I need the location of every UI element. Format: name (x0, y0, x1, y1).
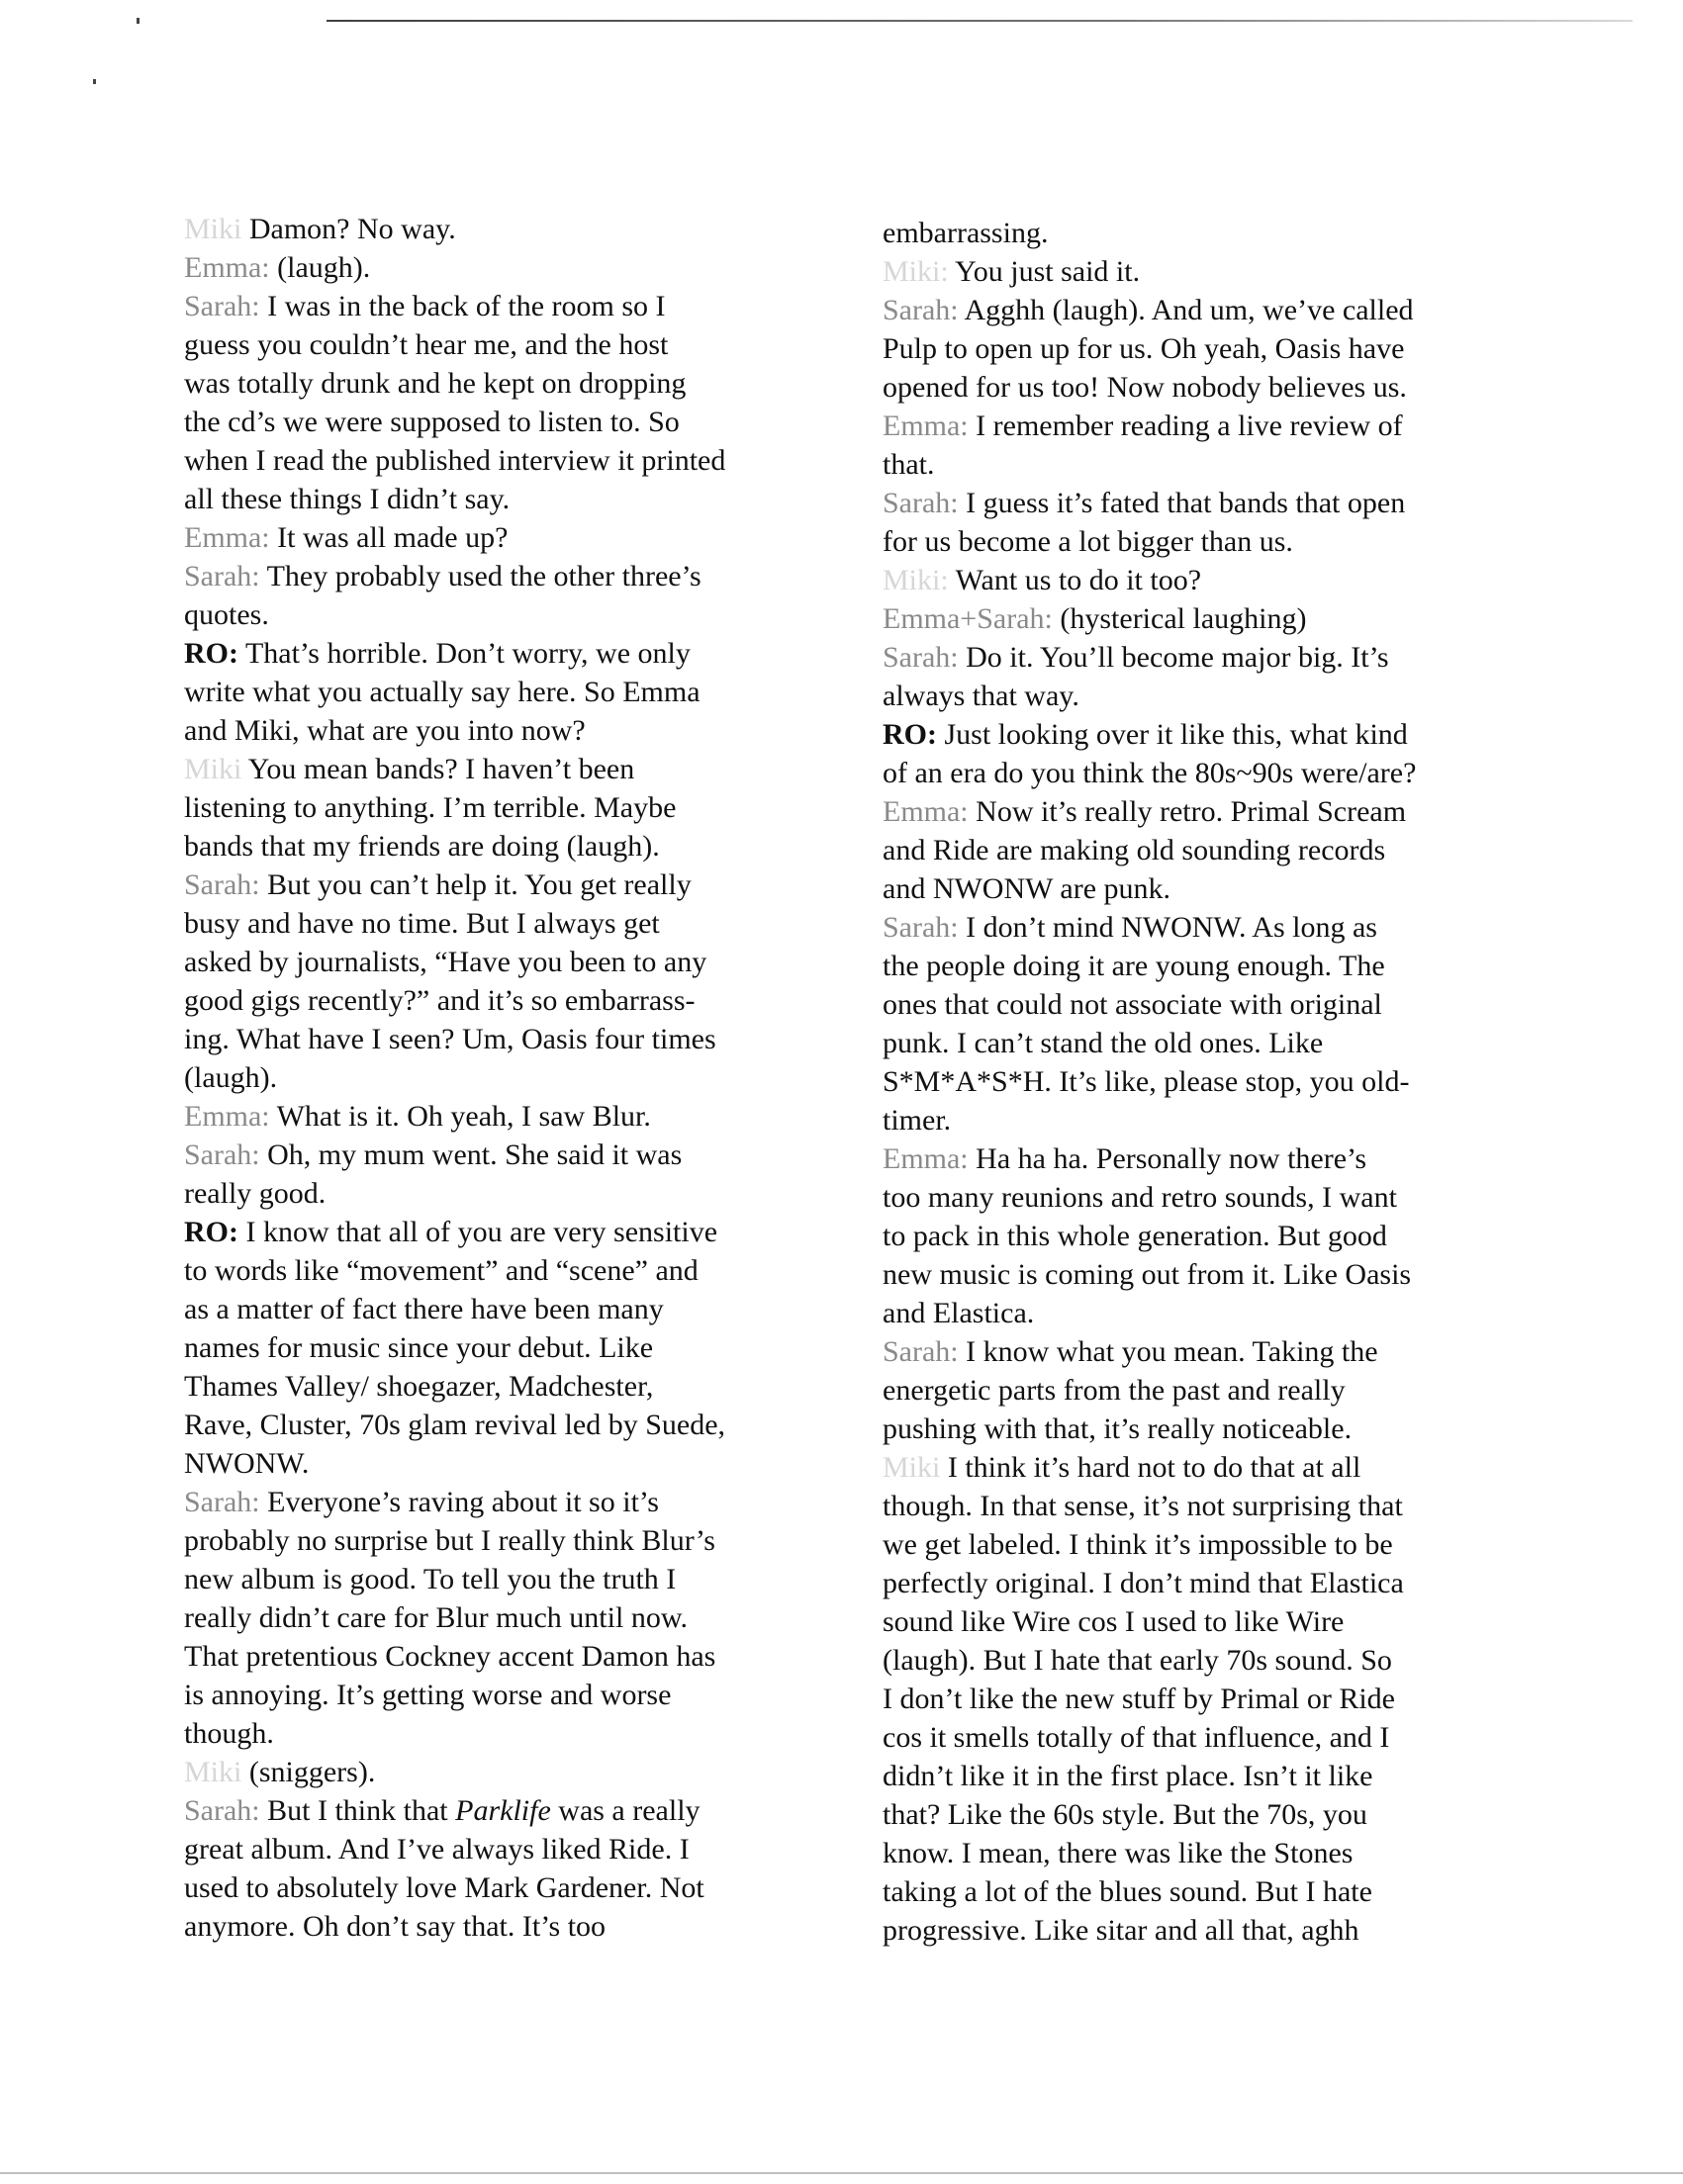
transcript-line (883, 329, 1506, 368)
speech-text: Rave, Cluster, 70s glam revival led by Suede, (184, 1409, 726, 1441)
transcript-line (883, 1872, 1506, 1911)
speech-text: opened for us too! Now nobody believes us. (883, 371, 1407, 404)
transcript-line (184, 287, 797, 325)
speech-text: You just said it. (948, 255, 1141, 288)
speech-text: timer. (883, 1104, 952, 1137)
speech-text: and Elastica. (883, 1297, 1035, 1329)
transcript-line (184, 788, 797, 827)
speaker-label: Sarah: (184, 868, 260, 901)
speaker-label: Miki (883, 1451, 941, 1484)
speaker-label: RO: (184, 1216, 238, 1248)
speech-text: I was in the back of the room so I (259, 290, 666, 322)
speaker-label: Miki (184, 213, 242, 245)
transcript-line (883, 831, 1506, 869)
speech-text: They probably used the other three’s (259, 560, 701, 592)
speaker-label: RO: (184, 637, 238, 670)
transcript-line (184, 480, 797, 518)
transcript-line (883, 214, 1506, 252)
speech-text: Pulp to open up for us. Oh yeah, Oasis have (883, 332, 1405, 365)
speech-text: to words like “movement” and “scene” and (184, 1254, 699, 1287)
transcript-line (883, 1834, 1506, 1872)
speech-text: You mean bands? I haven’t been (241, 753, 635, 785)
transcript-line (883, 869, 1506, 908)
transcript-line (184, 1637, 797, 1676)
transcript-line (883, 947, 1506, 985)
transcript-line (184, 1868, 797, 1907)
transcript-line (883, 1062, 1506, 1101)
speaker-label: Sarah: (883, 911, 959, 944)
speech-text: NWONW. (184, 1447, 310, 1480)
transcript-line (184, 1020, 797, 1058)
transcript-line (184, 1328, 797, 1367)
transcript-line (184, 1521, 797, 1560)
speech-text: the people doing it are young enough. The (883, 950, 1385, 982)
speech-text: punk. I can’t stand the old ones. Like (883, 1027, 1324, 1059)
transcript-line (883, 1371, 1506, 1410)
transcript-column-right (883, 214, 1506, 1950)
transcript-line (883, 1757, 1506, 1795)
speech-text: Damon? No way. (241, 213, 456, 245)
speech-text: Want us to do it too? (948, 564, 1202, 596)
speaker-label: Emma: (883, 795, 969, 828)
speech-text: for us become a lot bigger than us. (883, 525, 1293, 558)
speech-text: Ha ha ha. Personally now there’s (968, 1142, 1367, 1175)
speaker-label: Emma: (883, 1142, 969, 1175)
transcript-line (883, 1487, 1506, 1525)
speech-text: (laugh). But I hate that early 70s sound. So (883, 1644, 1392, 1677)
transcript-line (883, 484, 1506, 522)
speaker-label: Sarah: (883, 1335, 959, 1368)
speech-text: I don’t like the new stuff by Primal or Ride (883, 1683, 1395, 1715)
speech-text: all these things I didn’t say. (184, 483, 511, 515)
speech-text: anymore. Oh don’t say that. It’s too (184, 1910, 607, 1943)
transcript-line (883, 1680, 1506, 1718)
speech-text: asked by journalists, “Have you been to any (184, 946, 707, 978)
speech-text: good gigs recently?” and it’s so embarrass- (184, 984, 696, 1017)
transcript-line (184, 518, 797, 557)
speech-text: sound like Wire cos I used to like Wire (883, 1605, 1345, 1638)
speech-text: really good. (184, 1177, 327, 1210)
speaker-label: Miki (184, 1756, 242, 1788)
speech-text: I remember reading a live review of (968, 410, 1403, 442)
transcript-line (883, 1217, 1506, 1255)
transcript-line (184, 1213, 797, 1251)
speech-text: It was all made up? (269, 521, 509, 554)
speech-text: used to absolutely love Mark Gardener. Not (184, 1871, 704, 1904)
transcript-line (883, 1294, 1506, 1332)
transcript-line (184, 865, 797, 904)
transcript-line (883, 407, 1506, 445)
transcript-line (883, 1410, 1506, 1448)
transcript-line (883, 368, 1506, 407)
speech-text: didn’t like it in the first place. Isn’t it like (883, 1760, 1373, 1792)
speaker-label: Miki: (883, 564, 949, 596)
transcript-line (883, 1718, 1506, 1757)
transcript-line (184, 1058, 797, 1097)
transcript-line (184, 1251, 797, 1290)
speech-text: (laugh). (184, 1061, 278, 1094)
speech-text: I know that all of you are very sensitive (238, 1216, 718, 1248)
speaker-label: RO: (883, 718, 937, 751)
transcript-line (883, 1024, 1506, 1062)
speech-text: That pretentious Cockney accent Damon has (184, 1640, 716, 1673)
transcript-line (883, 561, 1506, 599)
transcript-line (184, 904, 797, 943)
speech-text: I know what you mean. Taking the (958, 1335, 1378, 1368)
transcript-line (184, 210, 797, 248)
transcript-line (184, 1483, 797, 1521)
album-title: Parklife (455, 1794, 551, 1827)
transcript-line (184, 750, 797, 788)
speech-text: listening to anything. I’m terrible. Maybe (184, 791, 677, 824)
speaker-label: Sarah: (883, 487, 959, 519)
speech-text: to pack in this whole generation. But good (883, 1220, 1387, 1252)
speech-text: (laugh). (269, 251, 371, 284)
speech-text: I don’t mind NWONW. As long as (958, 911, 1377, 944)
speech-text: names for music since your debut. Like (184, 1331, 654, 1364)
transcript-line (883, 1641, 1506, 1680)
speech-text: pushing with that, it’s really noticeable. (883, 1412, 1353, 1445)
transcript-line (184, 1406, 797, 1444)
transcript-line (883, 252, 1506, 291)
transcript-line (883, 1332, 1506, 1371)
speech-text: Thames Valley/ shoegazer, Madchester, (184, 1370, 654, 1403)
transcript-line (184, 1136, 797, 1174)
transcript-line (184, 557, 797, 595)
speech-text: and Miki, what are you into now? (184, 714, 586, 747)
speech-text: progressive. Like sitar and all that, aghh (883, 1914, 1359, 1947)
scan-bottom-border (0, 2172, 1683, 2174)
speech-text: was totally drunk and he kept on dropping (184, 367, 687, 400)
speaker-label: Sarah: (883, 641, 959, 674)
transcript-line (883, 522, 1506, 561)
transcript-line (184, 711, 797, 750)
transcript-line (184, 595, 797, 634)
transcript-line (184, 981, 797, 1020)
speech-text: always that way. (883, 680, 1079, 712)
speaker-label: Emma: (883, 410, 969, 442)
speech-text: busy and have no time. But I always get (184, 907, 660, 940)
speech-text: great album. And I’ve always liked Ride. I (184, 1833, 690, 1866)
transcript-line (184, 1560, 797, 1598)
speech-text: perfectly original. I don’t mind that Elastica (883, 1567, 1404, 1599)
transcript-line (184, 1753, 797, 1791)
transcript-line (184, 1367, 797, 1406)
speech-text: ing. What have I seen? Um, Oasis four times (184, 1023, 716, 1055)
speech-text: (hysterical laughing) (1052, 602, 1307, 635)
transcript-line (883, 985, 1506, 1024)
speaker-label: Sarah: (184, 560, 260, 592)
speaker-label: Miki (184, 753, 242, 785)
transcript-line (883, 1911, 1506, 1950)
speech-text: But I think that (259, 1794, 456, 1827)
speech-text: Agghh (laugh). And um, we’ve called (958, 294, 1414, 326)
speech-text: Now it’s really retro. Primal Scream (968, 795, 1407, 828)
transcript-line (184, 1290, 797, 1328)
speech-text: the cd’s we were supposed to listen to. So (184, 406, 680, 438)
transcript-line (883, 599, 1506, 638)
transcript-line (883, 291, 1506, 329)
speech-text: though. (184, 1717, 274, 1750)
speech-text: though. In that sense, it’s not surprising that (883, 1490, 1403, 1522)
speech-text: energetic parts from the past and really (883, 1374, 1346, 1407)
speaker-label: Emma: (184, 251, 270, 284)
transcript-column-left (184, 210, 797, 1946)
speaker-label: Emma: (184, 1100, 270, 1133)
transcript-line (883, 638, 1506, 677)
transcript-line (883, 1602, 1506, 1641)
transcript-line (184, 1097, 797, 1136)
speech-text: when I read the published interview it printed (184, 444, 726, 477)
transcript-line (883, 1525, 1506, 1564)
speech-text: as a matter of fact there have been many (184, 1293, 664, 1325)
speech-text: Everyone’s raving about it so it’s (259, 1486, 659, 1518)
speech-text: I guess it’s fated that bands that open (958, 487, 1406, 519)
transcript-line (883, 1795, 1506, 1834)
transcript-line (883, 908, 1506, 947)
transcript-line (883, 1139, 1506, 1178)
speech-text: too many reunions and retro sounds, I want (883, 1181, 1397, 1214)
speech-text: Oh, my mum went. She said it was (259, 1138, 683, 1171)
speech-text: and Ride are making old sounding records (883, 834, 1386, 866)
transcript-line (184, 827, 797, 865)
speaker-label: Miki: (883, 255, 949, 288)
speech-text: was a really (550, 1794, 701, 1827)
transcript-line (184, 1444, 797, 1483)
transcript-line (184, 364, 797, 403)
scan-top-border (327, 20, 1633, 22)
transcript-line (184, 1714, 797, 1753)
speech-text: bands that my friends are doing (laugh). (184, 830, 660, 863)
transcript-line (184, 325, 797, 364)
scan-speck (93, 79, 96, 84)
speech-text: that? Like the 60s style. But the 70s, you (883, 1798, 1367, 1831)
speech-text: cos it smells totally of that influence, and I (883, 1721, 1390, 1754)
speaker-label: Sarah: (883, 294, 959, 326)
speaker-label: Sarah: (184, 290, 260, 322)
speech-text: taking a lot of the blues sound. But I hate (883, 1875, 1372, 1908)
speech-text: we get labeled. I think it’s impossible to be (883, 1528, 1393, 1561)
speech-text: write what you actually say here. So Emma (184, 676, 701, 708)
speech-text: Just looking over it like this, what kind (937, 718, 1408, 751)
speaker-label: Sarah: (184, 1486, 260, 1518)
speech-text: that. (883, 448, 935, 481)
speech-text: (sniggers). (241, 1756, 376, 1788)
speaker-label: Sarah: (184, 1138, 260, 1171)
speech-text: probably no surprise but I really think Blur’s (184, 1524, 715, 1557)
speech-text: That’s horrible. Don’t worry, we only (238, 637, 691, 670)
speech-text: But you can’t help it. You get really (259, 868, 692, 901)
transcript-line (184, 248, 797, 287)
speech-text: guess you couldn’t hear me, and the host (184, 328, 669, 361)
transcript-line (184, 673, 797, 711)
transcript-line (883, 445, 1506, 484)
speech-text: What is it. Oh yeah, I saw Blur. (269, 1100, 651, 1133)
transcript-line (184, 1830, 797, 1868)
transcript-line (184, 1907, 797, 1946)
speech-text: know. I mean, there was like the Stones (883, 1837, 1354, 1869)
speech-text: new music is coming out from it. Like Oasis (883, 1258, 1412, 1291)
transcript-line (883, 1255, 1506, 1294)
speech-text: really didn’t care for Blur much until now. (184, 1601, 689, 1634)
speech-text: embarrassing. (883, 217, 1049, 249)
speaker-label: Emma: (184, 521, 270, 554)
speaker-label: Sarah: (184, 1794, 260, 1827)
speech-text: is annoying. It’s getting worse and worse (184, 1679, 672, 1711)
transcript-line (184, 1598, 797, 1637)
transcript-line (184, 441, 797, 480)
transcript-line (883, 677, 1506, 715)
transcript-line (883, 754, 1506, 792)
transcript-line (184, 943, 797, 981)
speech-text: and NWONW are punk. (883, 872, 1171, 905)
transcript-line (883, 792, 1506, 831)
transcript-line (184, 634, 797, 673)
transcript-line (883, 1564, 1506, 1602)
transcript-line (883, 715, 1506, 754)
speech-text: quotes. (184, 598, 269, 631)
transcript-line (184, 1791, 797, 1830)
speech-text: of an era do you think the 80s~90s were/are? (883, 757, 1417, 789)
speech-text: new album is good. To tell you the truth I (184, 1563, 677, 1595)
speech-text: I think it’s hard not to do that at all (940, 1451, 1361, 1484)
transcript-line (883, 1101, 1506, 1139)
transcript-line (184, 403, 797, 441)
speech-text: S*M*A*S*H. It’s like, please stop, you old- (883, 1065, 1410, 1098)
transcript-line (883, 1448, 1506, 1487)
speech-text: ones that could not associate with original (883, 988, 1382, 1021)
scan-speck (137, 18, 140, 24)
transcript-line (883, 1178, 1506, 1217)
speech-text: Do it. You’ll become major big. It’s (958, 641, 1389, 674)
transcript-line (184, 1174, 797, 1213)
transcript-line (184, 1676, 797, 1714)
speaker-label: Emma+Sarah: (883, 602, 1053, 635)
